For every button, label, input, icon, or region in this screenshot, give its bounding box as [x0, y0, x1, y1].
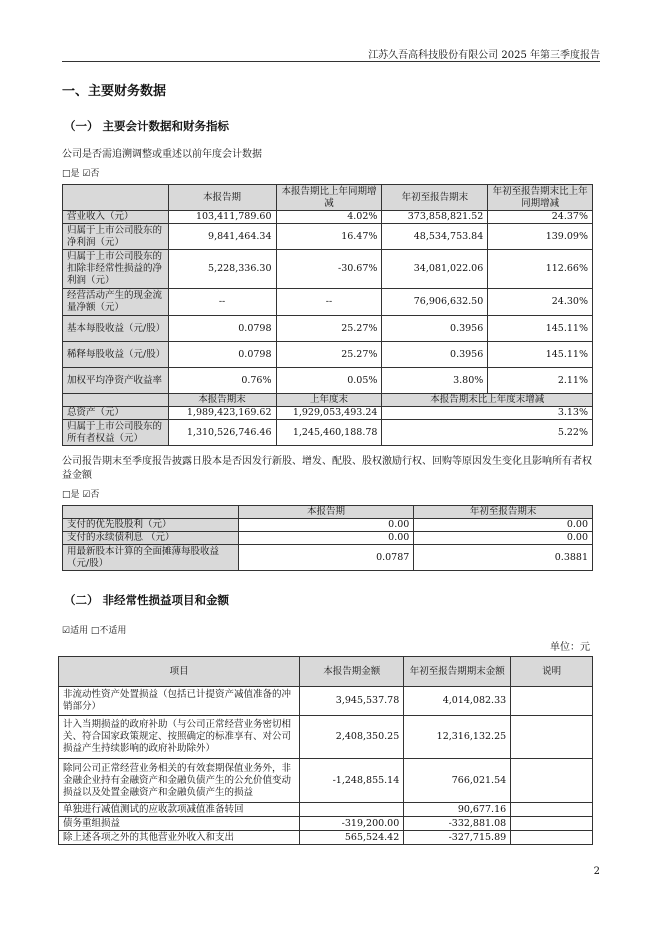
table-cell: 3,945,537.78	[300, 687, 404, 716]
table-row	[63, 211, 593, 224]
table-header-cell: 本报告期金额	[300, 657, 404, 687]
table-cell: 25.27%	[276, 342, 382, 368]
table-row	[63, 519, 593, 532]
table-cell	[511, 759, 593, 803]
table-header-cell: 项目	[59, 657, 300, 687]
table-cell: 0.3881	[414, 545, 593, 571]
table-cell	[511, 803, 593, 817]
table-cell: -30.67%	[276, 250, 382, 289]
table-cell: 139.09%	[488, 224, 593, 250]
table-cell: 0.00	[414, 519, 593, 532]
table-cell: 145.11%	[488, 342, 593, 368]
table-cell: 1,929,053,493.24	[276, 407, 382, 420]
table-row	[63, 316, 593, 342]
table-cell: 25.27%	[276, 316, 382, 342]
section-title: 一、主要财务数据	[62, 84, 167, 99]
table-cell: 0.3956	[382, 316, 488, 342]
header-divider	[62, 61, 600, 62]
table-row	[59, 759, 593, 803]
table-row	[63, 368, 593, 394]
table-row	[63, 545, 593, 571]
non-recurring-items-table	[58, 656, 593, 845]
table-cell	[511, 716, 593, 759]
table-cell: 3.80%	[382, 368, 488, 394]
table-cell: 0.00	[414, 532, 593, 545]
restate-question: 公司是否需追溯调整或重述以前年度会计数据	[62, 149, 262, 160]
table-cell: 112.66%	[488, 250, 593, 289]
table-header-cell	[63, 394, 169, 407]
table-header-cell: 本报告期	[238, 506, 414, 519]
table-row	[59, 687, 593, 716]
table-cell: 0.0798	[168, 342, 276, 368]
row-label: 归属于上市公司股东的所有者权益（元）	[63, 420, 169, 446]
table-cell: -319,200.00	[300, 817, 404, 831]
restate-answer: □是 ☑否	[62, 169, 100, 179]
table-cell: --	[276, 289, 382, 316]
row-label: 归属于上市公司股东的扣除非经常性损益的净利润（元）	[63, 250, 169, 289]
share-change-answer: □是 ☑否	[62, 490, 100, 500]
table-row	[63, 250, 593, 289]
table-cell	[511, 831, 593, 845]
table-cell: -1,248,855.14	[300, 759, 404, 803]
table-cell: 1,989,423,169.62	[168, 407, 276, 420]
table-cell	[511, 687, 593, 716]
table-cell: 0.0798	[168, 316, 276, 342]
table-row	[63, 289, 593, 316]
table-cell: 4,014,082.33	[404, 687, 511, 716]
row-label: 非流动性资产处置损益（包括已计提资产减值准备的冲销部分）	[59, 687, 300, 716]
table-header-cell: 年初至报告期期末金额	[404, 657, 511, 687]
table-cell: 12,316,132.25	[404, 716, 511, 759]
dividend-eps-table	[62, 505, 593, 571]
unit-label: 单位：元	[550, 642, 590, 653]
table-cell: -327,715.89	[404, 831, 511, 845]
table-cell: 373,858,821.52	[382, 211, 488, 224]
applicable-flag: ☑适用 □不适用	[62, 626, 127, 636]
subsection-title-2: （二） 非经常性损益项目和金额	[64, 593, 230, 607]
table-header-cell: 本报告期	[168, 185, 276, 211]
table-row	[63, 532, 593, 545]
table-cell: 2.11%	[488, 368, 593, 394]
key-financial-table	[62, 184, 593, 446]
table-cell: 76,906,632.50	[382, 289, 488, 316]
row-label: 经营活动产生的现金流量净额（元）	[63, 289, 169, 316]
table-row	[63, 342, 593, 368]
table-header-row	[63, 506, 593, 519]
table-cell: 3.13%	[382, 407, 593, 420]
table-cell: 565,524.42	[300, 831, 404, 845]
table-row	[59, 716, 593, 759]
table-cell: 0.00	[238, 532, 414, 545]
row-label: 营业收入（元）	[63, 211, 169, 224]
table-cell: 0.00	[238, 519, 414, 532]
table-cell: 1,245,460,188.78	[276, 420, 382, 446]
table-row	[63, 420, 593, 446]
row-label: 总资产（元）	[63, 407, 169, 420]
table-header-cell: 年初至报告期末	[414, 506, 593, 519]
table-cell: 103,411,789.60	[168, 211, 276, 224]
row-label: 支付的优先股股利（元）	[63, 519, 239, 532]
table-header-cell: 上年度末	[276, 394, 382, 407]
table-cell: 0.0787	[238, 545, 414, 571]
row-label: 支付的永续债利息 （元）	[63, 532, 239, 545]
table-row	[59, 803, 593, 817]
table-cell: 2,408,350.25	[300, 716, 404, 759]
row-label: 稀释每股收益（元/股）	[63, 342, 169, 368]
table-row	[59, 817, 593, 831]
table-cell: 24.30%	[488, 289, 593, 316]
table-cell	[511, 817, 593, 831]
row-label: 归属于上市公司股东的净利润（元）	[63, 224, 169, 250]
table-cell: 145.11%	[488, 316, 593, 342]
table-header-cell: 本报告期末	[168, 394, 276, 407]
row-label: 加权平均净资产收益率	[63, 368, 169, 394]
row-label: 单独进行减值测试的应收款项减值准备转回	[59, 803, 300, 817]
row-label: 基本每股收益（元/股）	[63, 316, 169, 342]
table-cell: 9,841,464.34	[168, 224, 276, 250]
table-cell: 0.05%	[276, 368, 382, 394]
table-cell: 5,228,336.30	[168, 250, 276, 289]
table-cell: 34,081,022.06	[382, 250, 488, 289]
table-header-row	[63, 185, 593, 211]
table-cell: 48,534,753.84	[382, 224, 488, 250]
table-cell: 5.22%	[382, 420, 593, 446]
table-header-cell	[63, 506, 239, 519]
table-cell: 766,021.54	[404, 759, 511, 803]
table-header-cell: 说明	[511, 657, 593, 687]
subsection-title-1: （一） 主要会计数据和财务指标	[64, 119, 230, 133]
table-header-cell: 本报告期比上年同期增减	[276, 185, 382, 211]
table-header-row	[63, 394, 593, 407]
table-cell: 0.76%	[168, 368, 276, 394]
share-change-question: 公司报告期末至季度报告披露日股本是否因发行新股、增发、配股、股权激励行权、回购等原因发生变化且影响所有者权益金额	[62, 456, 592, 481]
table-row	[63, 407, 593, 420]
row-label: 除上述各项之外的其他营业外收入和支出	[59, 831, 300, 845]
table-cell: 24.37%	[488, 211, 593, 224]
table-cell: -332,881.08	[404, 817, 511, 831]
table-cell: 90,677.16	[404, 803, 511, 817]
table-header-cell: 年初至报告期末	[382, 185, 488, 211]
table-row	[59, 831, 593, 845]
row-label: 债务重组损益	[59, 817, 300, 831]
table-cell: 4.02%	[276, 211, 382, 224]
table-header-cell: 本报告期末比上年度末增减	[382, 394, 593, 407]
table-header-row	[59, 657, 593, 687]
table-cell: 16.47%	[276, 224, 382, 250]
table-cell	[300, 803, 404, 817]
row-label: 除同公司正常经营业务相关的有效套期保值业务外，非金融企业持有金融资产和金融负债产生的公允价值变动损益以及处置金融资产和金融负债产生的损益	[59, 759, 300, 803]
row-label: 计入当期损益的政府补助（与公司正常经营业务密切相关、符合国家政策规定、按照确定的标准享有、对公司损益产生持续影响的政府补助除外）	[59, 716, 300, 759]
table-row	[63, 224, 593, 250]
table-header-cell: 年初至报告期末比上年同期增减	[488, 185, 593, 211]
running-header: 江苏久吾高科技股份有限公司 2025 年第三季度报告	[368, 50, 600, 61]
row-label: 用最新股本计算的全面摊薄每股收益（元/股）	[63, 545, 239, 571]
table-header-cell	[63, 185, 169, 211]
table-cell: 0.3956	[382, 342, 488, 368]
table-cell: 1,310,526,746.46	[168, 420, 276, 446]
page-number: 2	[593, 866, 600, 877]
table-cell: --	[168, 289, 276, 316]
